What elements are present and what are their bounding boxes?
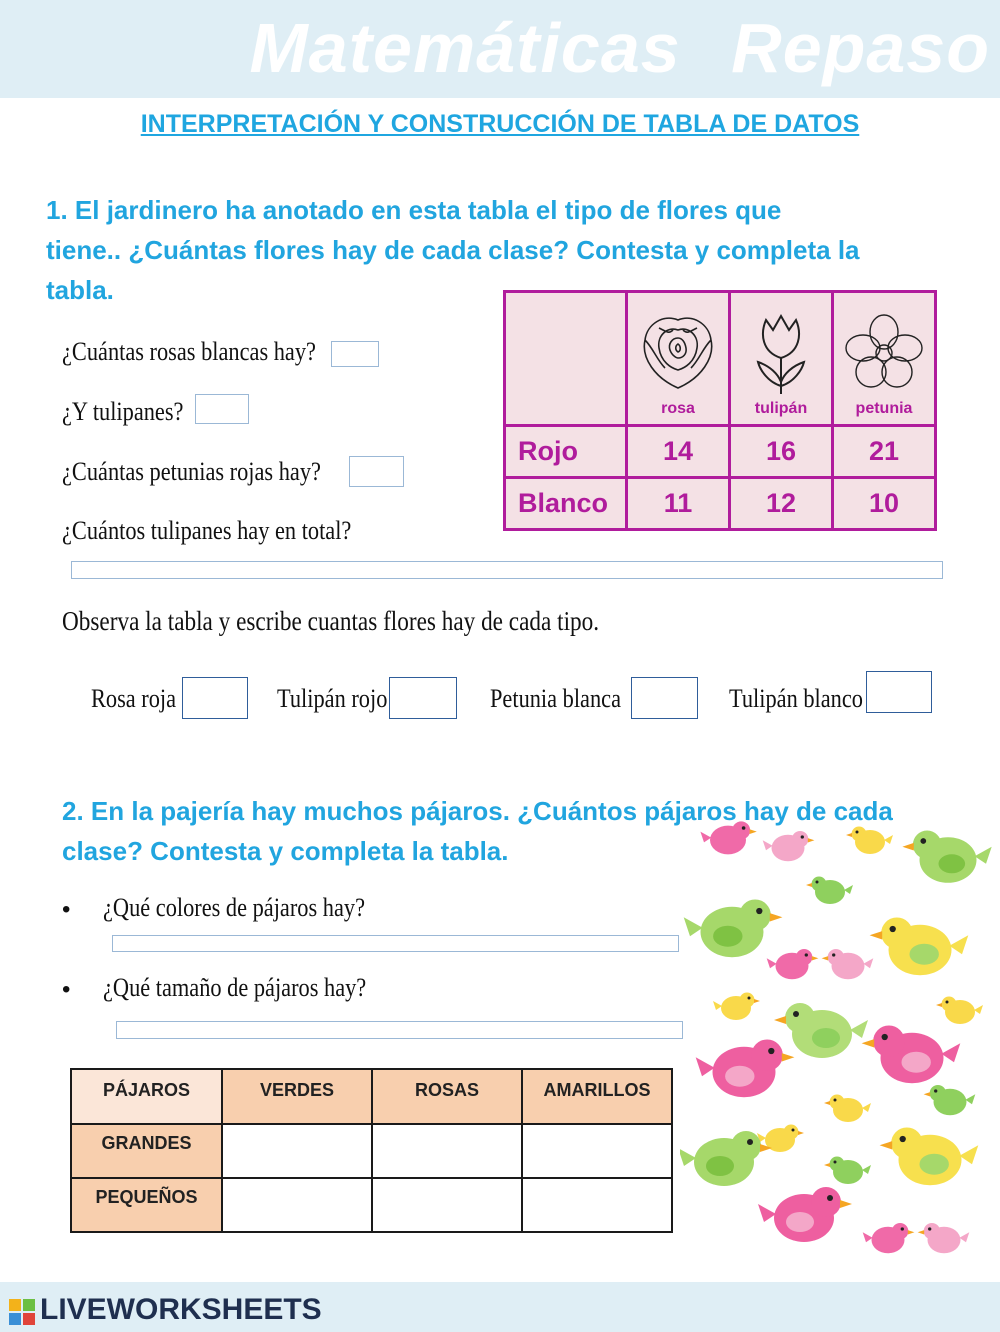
flowers-col-label: tulipán <box>754 400 808 417</box>
bird-icon <box>824 1157 871 1185</box>
question-1-line-3: tabla. <box>46 275 114 305</box>
rose-icon <box>633 308 723 398</box>
bird-icon <box>846 827 893 855</box>
flowers-table <box>503 290 937 531</box>
label-petunia-blanca: Petunia blanca <box>490 684 622 713</box>
tulip-icon <box>746 308 816 398</box>
question-red-petunias: ¿Cuántas petunias rojas hay? <box>62 457 321 486</box>
bird-icon <box>696 1039 795 1097</box>
bird-icon <box>870 917 969 975</box>
label-tulipan-blanco: Tulipán blanco <box>729 684 863 713</box>
birds-cell-input[interactable] <box>372 1124 522 1178</box>
question-tulips: ¿Y tulipanes? <box>62 397 184 426</box>
bird-icon <box>767 949 819 979</box>
bird-icon <box>680 1131 772 1186</box>
answer-bird-sizes-input[interactable] <box>116 1021 683 1039</box>
birds-header-pajaros: PÁJAROS <box>71 1069 222 1124</box>
flowers-header-petunia <box>833 292 936 426</box>
question-2-line-2: clase? Contesta y completa la tabla. <box>62 836 509 866</box>
birds-cell-input[interactable] <box>222 1178 372 1232</box>
bird-icon <box>863 1223 915 1253</box>
bird-icon <box>758 1187 852 1242</box>
question-total-tulips: ¿Cuántos tulipanes hay en total? <box>62 516 352 545</box>
question-2-line-1: 2. En la pajería hay muchos pájaros. ¿Cuántos pájaros hay de cada <box>62 796 893 826</box>
bird-icon <box>936 997 983 1025</box>
question-bird-sizes: ¿Qué tamaño de pájaros hay? <box>103 973 367 1002</box>
birds-cell-input[interactable] <box>372 1178 522 1232</box>
bird-icon <box>924 1085 976 1115</box>
flowers-header-tulipan <box>730 292 833 426</box>
answer-total-tulips-input[interactable] <box>71 561 943 579</box>
bird-icon <box>902 831 991 883</box>
flowers-col-label: rosa <box>661 400 695 417</box>
flowers-col-label: petunia <box>855 400 913 417</box>
bird-icon <box>918 1223 970 1253</box>
bullet-icon: • <box>62 896 71 923</box>
birds-cell-input[interactable] <box>522 1124 672 1178</box>
bird-icon <box>806 877 853 905</box>
bird-icon <box>822 949 874 979</box>
answer-tulips-input[interactable] <box>195 394 249 424</box>
answer-rosa-roja-input[interactable] <box>182 677 248 719</box>
question-white-roses: ¿Cuántas rosas blancas hay? <box>62 337 316 366</box>
flowers-header-rosa <box>627 292 730 426</box>
label-rosa-roja: Rosa roja <box>91 684 177 713</box>
flowers-row-label-blanco: Blanco <box>505 478 627 530</box>
bird-icon <box>700 821 756 854</box>
observe-instruction: Observa la tabla y escribe cuantas flores hay de cada tipo. <box>62 606 600 636</box>
section-subtitle: INTERPRETACIÓN Y CONSTRUCCIÓN DE TABLA DE DATOS <box>140 110 860 138</box>
bird-icon <box>774 1003 868 1058</box>
flowers-cell: 14 <box>627 426 730 478</box>
answer-bird-colors-input[interactable] <box>112 935 679 952</box>
page-title: Matemáticas Repaso <box>249 9 990 87</box>
question-1-line-1: 1. El jardinero ha anotado en esta tabla el tipo de flores que <box>46 195 782 225</box>
bird-icon <box>713 993 760 1021</box>
answer-tulipan-rojo-input[interactable] <box>389 677 457 719</box>
question-1-line-2: tiene.. ¿Cuántas flores hay de cada clase? Contesta y completa la <box>46 235 860 265</box>
petunia-icon <box>839 308 929 398</box>
answer-tulipan-blanco-input[interactable] <box>866 671 932 713</box>
question-bird-colors: ¿Qué colores de pájaros hay? <box>103 893 365 922</box>
flowers-cell: 16 <box>730 426 833 478</box>
birds-header-verdes: VERDES <box>222 1069 372 1124</box>
bird-icon <box>684 899 783 957</box>
birds-row-grandes: GRANDES <box>71 1124 222 1178</box>
birds-table <box>70 1068 673 1233</box>
flowers-cell: 11 <box>627 478 730 530</box>
answer-red-petunias-input[interactable] <box>349 456 404 487</box>
liveworksheets-logo[interactable]: LIVEWORKSHEETS <box>40 1293 322 1326</box>
answer-petunia-blanca-input[interactable] <box>631 677 698 719</box>
flowers-cell: 21 <box>833 426 936 478</box>
bird-icon <box>862 1025 961 1083</box>
flowers-table-corner <box>505 292 627 426</box>
answer-white-roses-input[interactable] <box>331 341 379 367</box>
label-tulipan-rojo: Tulipán rojo <box>277 684 388 713</box>
liveworksheets-logo-icon <box>9 1299 37 1327</box>
birds-header-amarillos: AMARILLOS <box>522 1069 672 1124</box>
bird-icon <box>824 1095 871 1123</box>
birds-row-pequenos: PEQUEÑOS <box>71 1178 222 1232</box>
flowers-row-label-rojo: Rojo <box>505 426 627 478</box>
bullet-icon: • <box>62 976 71 1003</box>
bird-icon <box>880 1127 979 1185</box>
flowers-cell: 10 <box>833 478 936 530</box>
bird-icon <box>763 831 815 861</box>
birds-illustration <box>680 820 1000 1280</box>
birds-cell-input[interactable] <box>222 1124 372 1178</box>
birds-cell-input[interactable] <box>522 1178 672 1232</box>
birds-header-rosas: ROSAS <box>372 1069 522 1124</box>
flowers-cell: 12 <box>730 478 833 530</box>
